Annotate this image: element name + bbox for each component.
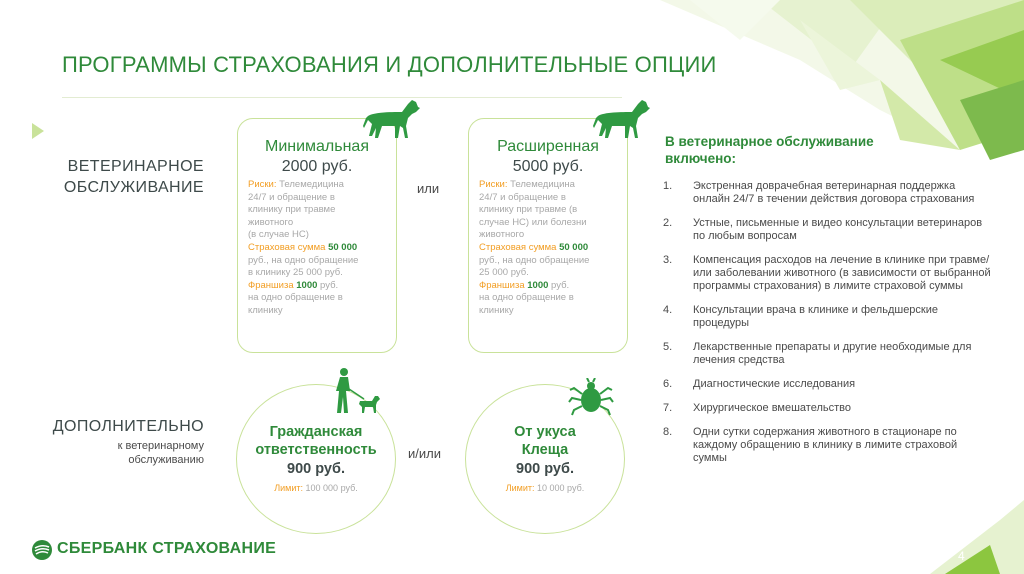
limit-value: 10 000 руб. (534, 483, 585, 493)
sum-text: 25 000 руб. (479, 267, 529, 279)
risks-text: клинику при травме (248, 204, 336, 216)
list-item (663, 304, 993, 330)
plan-name: Расширенная (497, 138, 599, 155)
page-number: 4 (958, 549, 965, 563)
item-text: Диагностические исследования (693, 378, 856, 390)
or-separator: или (417, 181, 440, 196)
option-price: 900 руб. (287, 461, 345, 477)
plan-card-minimal[interactable] (237, 118, 397, 353)
plan-card-extended[interactable] (468, 118, 628, 353)
option-title: ответственность (255, 442, 377, 458)
item-text: Устные, письменные и видео консультации ветеринаров по любым вопросам (693, 217, 983, 242)
sum-label: Страховая сумма (248, 241, 326, 253)
item-text: Хирургическое вмешательство (693, 402, 851, 414)
risks-text: Телемедицина (507, 179, 575, 190)
limit-label: Лимит: (274, 483, 304, 493)
list-item (663, 378, 993, 391)
risks-text: Телемедицина (276, 179, 344, 190)
included-heading: В ветеринарное обслуживание включено: (665, 134, 874, 166)
plan-price: 5000 руб. (512, 158, 584, 175)
sberbank-logo-icon (31, 539, 53, 561)
item-text: Консультации врача в клинике и фельдшерские процедуры (693, 304, 939, 329)
item-number: 7. (663, 402, 673, 414)
vet-service-label (40, 156, 204, 198)
franchise-text: на одно обращение в (479, 292, 574, 304)
item-number: 5. (663, 341, 673, 353)
item-number: 2. (663, 217, 673, 229)
list-item (663, 426, 993, 465)
option-title: Клеща (521, 442, 569, 458)
option-title: Гражданская (269, 424, 363, 440)
plan-price: 2000 руб. (281, 158, 353, 175)
extra-sub2: обслуживанию (128, 454, 204, 466)
franchise-value: 1000 (524, 279, 549, 291)
item-number: 8. (663, 426, 673, 438)
item-text: Компенсация расходов на лечение в клинике при травме/или заболевании животного (в зависимости от выбранной программы страхования) в лимите страховой суммы (693, 254, 991, 292)
risks-text: 24/7 и обращение в (248, 191, 335, 203)
option-title: От укуса (514, 424, 576, 440)
risks-text: (в случае НС) (248, 229, 309, 241)
franchise-label: Франшиза (248, 279, 294, 291)
list-item (663, 254, 993, 293)
arrow-marker-icon (32, 123, 44, 139)
plan-details (469, 177, 627, 318)
extra-label (40, 417, 204, 467)
person-walking-dog-icon (330, 367, 384, 417)
franchise-text: клинику (248, 304, 283, 316)
risks-label: Риски: (248, 179, 277, 190)
sum-label: Страховая сумма (479, 241, 557, 253)
item-text: Лекарственные препараты и другие необходимые для лечения средства (693, 341, 972, 366)
limit-label: Лимит: (505, 483, 535, 493)
risks-label: Риски: (479, 179, 508, 190)
sum-value: 50 000 (325, 241, 358, 253)
item-number: 4. (663, 304, 673, 316)
franchise-text: клинику (479, 304, 514, 316)
and-or-separator: и/или (408, 446, 441, 461)
franchise-label: Франшиза (479, 279, 525, 291)
franchise-value: 1000 (293, 279, 318, 291)
item-number: 6. (663, 378, 673, 390)
option-price: 900 руб. (516, 461, 574, 477)
risks-text: 24/7 и обращение в (479, 191, 566, 203)
list-item (663, 402, 993, 415)
plan-name: Минимальная (264, 138, 369, 155)
limit-value: 100 000 руб. (303, 483, 358, 493)
dog-icon (362, 98, 422, 144)
item-number: 3. (663, 254, 673, 266)
risks-text: животного (479, 229, 525, 241)
franchise-text: на одно обращение в (248, 292, 343, 304)
tick-icon (568, 378, 614, 418)
vet-label-line1: ВЕТЕРИНАРНОЕ (67, 158, 204, 175)
sum-value: 50 000 (556, 241, 589, 253)
franchise-suffix: руб. (548, 279, 570, 291)
risks-text: случае НС) или болезни (479, 216, 587, 228)
risks-text: животного (248, 216, 294, 228)
sum-text: руб., на одно обращение (248, 254, 359, 266)
plan-details (238, 177, 396, 318)
list-item (663, 180, 993, 206)
extra-title: ДОПОЛНИТЕЛЬНО (52, 418, 204, 435)
included-list (663, 180, 993, 465)
dog-icon (592, 98, 652, 144)
list-item (663, 217, 993, 243)
page-title: ПРОГРАММЫ СТРАХОВАНИЯ И ДОПОЛНИТЕЛЬНЫЕ ОПЦИИ (62, 52, 717, 77)
item-text: Экстренная доврачебная ветеринарная поддержка онлайн 24/7 в течении действия договора страхования (693, 180, 975, 205)
item-text: Одни сутки содержания животного в стационаре по каждому обращению в клинику в лимите страховой суммы (693, 426, 958, 464)
list-item (663, 341, 993, 367)
risks-text: клинику при травме (в (479, 204, 578, 216)
sum-text: руб., на одно обращение (479, 254, 590, 266)
vet-label-line2: ОБСЛУЖИВАНИЕ (63, 179, 204, 196)
logo-text: СБЕРБАНК СТРАХОВАНИЕ (57, 540, 277, 557)
item-number: 1. (663, 180, 673, 192)
extra-sub1: к ветеринарному (117, 440, 204, 452)
franchise-suffix: руб. (317, 279, 339, 291)
sum-text: в клинику 25 000 руб. (248, 267, 343, 279)
